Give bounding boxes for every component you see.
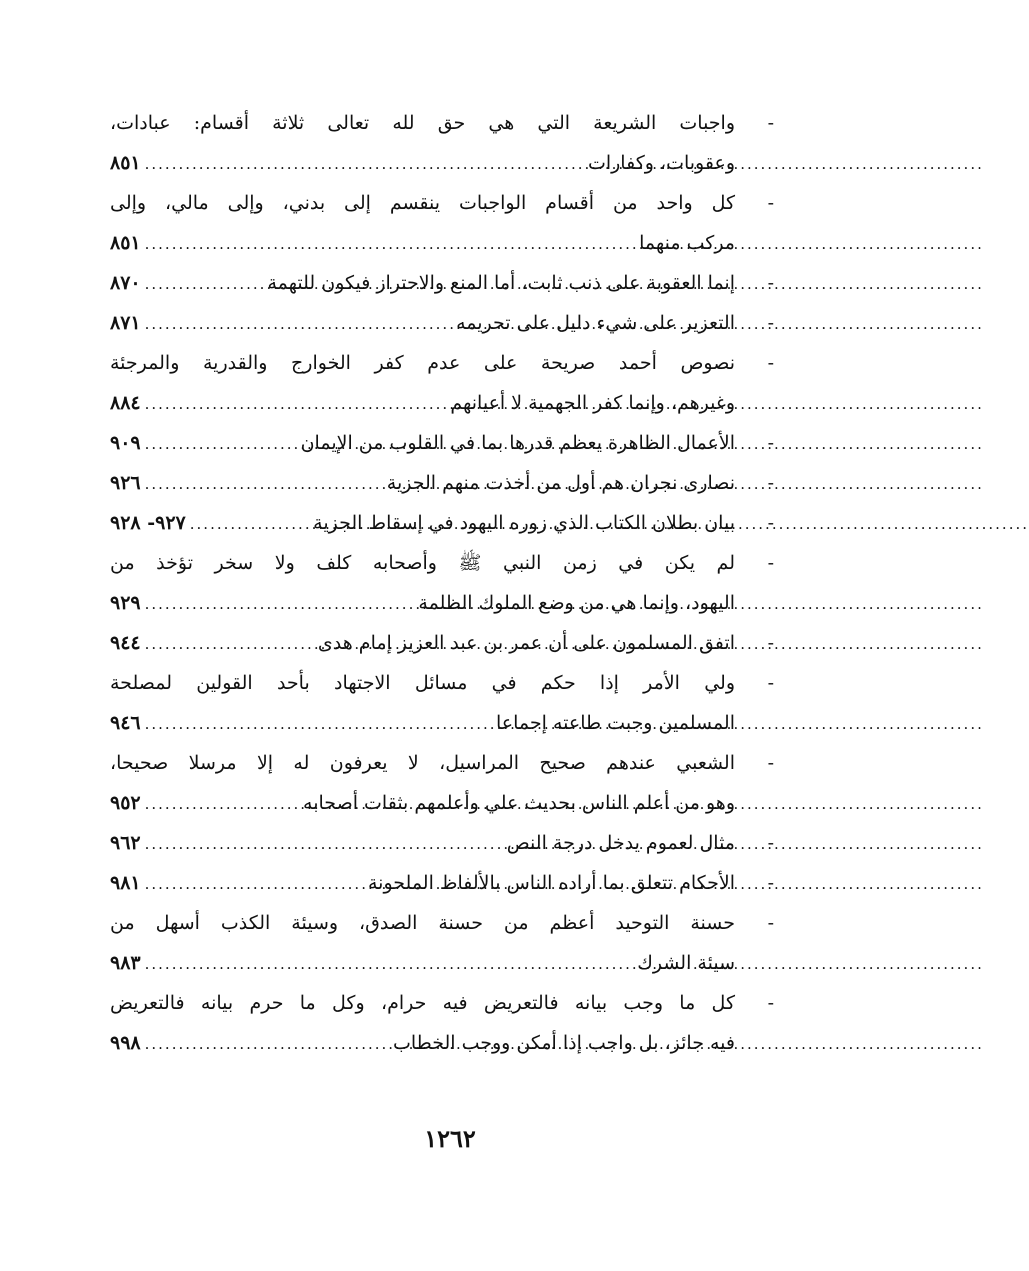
entry-last-line [110, 943, 735, 983]
entry-bullet-dash: - [767, 832, 774, 854]
entry-bullet-dash: - [767, 632, 774, 654]
entry-text: الأعمال الظاهرة يعظم قدرها بما في القلوب من الإيمان [300, 432, 735, 454]
entry-page-ref: ٩٥٢ [110, 792, 141, 814]
entry-text: نصارى نجران هم أول من أخذت منهم الجزية [386, 472, 735, 494]
entry-text: التعزير على شيء دليل على تحريمه [456, 312, 735, 334]
dot-leader [141, 224, 640, 264]
entry-bullet-dash: - [767, 672, 774, 694]
entry-text: مثال لعموم يدخل درجة النص [506, 832, 735, 854]
entry-last-line [110, 863, 735, 903]
entry-text-line: الشعبي عندهم صحيح المراسيل، لا يعرفون له إلا مرسلا صحيحا، [110, 752, 735, 774]
page-number: ١٢٦٢ [424, 1124, 476, 1153]
entry-last-line [110, 583, 735, 623]
entry-bullet-dash: - [767, 552, 774, 574]
dot-leader [141, 864, 368, 904]
entry-last-line [110, 303, 735, 343]
dot-leader [141, 824, 507, 864]
entry-text-line: نصوص أحمد صريحة على عدم كفر الخوارج والقدرية والمرجئة [110, 352, 735, 374]
entry-bullet-dash: - [767, 272, 774, 294]
entry-text: فيه جائز، بل واجب إذا أمكن ووجب الخطاب [392, 1032, 735, 1054]
index-entry [110, 183, 790, 263]
entry-bullet-dash: - [767, 872, 774, 894]
entry-text: المسلمين وجبت طاعته إجماعا [496, 712, 735, 734]
entry-bullet-dash: - [767, 192, 774, 214]
entry-page-ref: ٩٩٨ [110, 1032, 141, 1054]
dot-leader [141, 944, 638, 984]
entry-page-ref: ٩٦٢ [110, 832, 141, 854]
entry-bullet-dash: - [767, 912, 774, 934]
entry-last-line [110, 783, 735, 823]
entry-text-line: كل واحد من أقسام الواجبات ينقسم إلى بدني، وإلى مالي، وإلى [110, 192, 735, 214]
entry-text: وهو من أعلم الناس بحديث علي وأعلمهم بثقات أصحابه [303, 792, 735, 814]
entry-page-ref: ٩٢٦ [110, 472, 141, 494]
index-entry [110, 503, 790, 543]
index-entry [110, 823, 790, 863]
entry-last-line [110, 383, 735, 423]
entry-text: مركب منهما [639, 232, 735, 254]
index-entry [110, 303, 790, 343]
entry-text: اتفق المسلمون على أن عمر بن عبد العزيز إمام هدى [317, 632, 735, 654]
index-list [110, 103, 790, 1063]
entry-text: سيئة الشرك [637, 952, 735, 974]
index-entry [110, 663, 790, 743]
index-entry [110, 983, 790, 1063]
entry-page-ref: ٩٢٧- ٩٢٨ [110, 512, 186, 534]
entry-last-line [110, 223, 735, 263]
entry-last-line [110, 823, 735, 863]
entry-bullet-dash: - [767, 992, 774, 1014]
entry-page-ref: ٩٤٤ [110, 632, 141, 654]
dot-leader [141, 784, 303, 824]
entry-bullet-dash: - [767, 112, 774, 134]
index-entry [110, 423, 790, 463]
dot-leader [186, 504, 313, 544]
entry-text-line: حسنة التوحيد أعظم من حسنة الصدق، وسيئة الكذب أسهل من [110, 912, 735, 934]
index-entry [110, 343, 790, 423]
entry-page-ref: ٨٨٤ [110, 392, 141, 414]
entry-bullet-dash: - [767, 352, 774, 374]
entry-text-line: ولي الأمر إذا حكم في مسائل الاجتهاد بأحد القولين لمصلحة [110, 672, 735, 694]
index-entry [110, 903, 790, 983]
entry-bullet-dash: - [767, 472, 774, 494]
dot-leader [141, 624, 318, 664]
entry-last-line [110, 703, 735, 743]
index-entry [110, 743, 790, 823]
entry-page-ref: ٩٨٣ [110, 952, 141, 974]
dot-leader [141, 304, 456, 344]
dot-leader [141, 424, 301, 464]
entry-text: بيان بطلان الكتاب الذي زوره اليهود في إسقاط الجزية [313, 512, 735, 534]
entry-last-line [110, 1023, 735, 1063]
dot-leader [141, 584, 419, 624]
dot-leader [141, 464, 387, 504]
entry-last-line [110, 263, 735, 303]
entry-text-line: واجبات الشريعة التي هي حق لله تعالى ثلاثة أقسام: عبادات، [110, 112, 735, 134]
entry-text: اليهود، وإنما هي من وضع الملوك الظلمة [418, 592, 735, 614]
index-entry [110, 543, 790, 623]
dot-leader [141, 384, 451, 424]
entry-last-line [110, 423, 735, 463]
entry-text: وغيرهم، وإنما كفر الجهمية لا أعيانهم [450, 392, 735, 414]
entry-last-line [110, 143, 735, 183]
dot-leader [141, 704, 496, 744]
index-entry [110, 263, 790, 303]
entry-page-ref: ٩٢٩ [110, 592, 141, 614]
entry-page-ref: ٩٤٦ [110, 712, 141, 734]
entry-text-line: كل ما وجب بيانه فالتعريض فيه حرام، وكل ما حرم بيانه فالتعريض [110, 992, 735, 1014]
entry-page-ref: ٩٨١ [110, 872, 141, 894]
dot-leader [141, 144, 588, 184]
entry-bullet-dash: - [767, 752, 774, 774]
entry-page-ref: ٩٠٩ [110, 432, 141, 454]
index-entry [110, 103, 790, 183]
entry-text: الأحكام تتعلق بما أراده الناس بالألفاظ الملحونة [367, 872, 735, 894]
entry-last-line [110, 623, 735, 663]
entry-page-ref: ٨٥١ [110, 232, 141, 254]
entry-bullet-dash: - [767, 512, 774, 534]
entry-page-ref: ٨٧٠ [110, 272, 141, 294]
entry-text-line: لم يكن في زمن النبي ﷺ وأصحابه كلف ولا سخر تؤخذ من [110, 552, 735, 574]
entry-bullet-dash: - [767, 432, 774, 454]
entry-last-line [110, 463, 735, 503]
entry-page-ref: ٨٧١ [110, 312, 141, 334]
index-entry [110, 623, 790, 663]
entry-page-ref: ٨٥١ [110, 152, 141, 174]
entry-text: إنما العقوبة على ذنب ثابت، أما المنع والاحتراز فيكون للتهمة [267, 272, 735, 294]
entry-bullet-dash: - [767, 312, 774, 334]
index-entry [110, 463, 790, 503]
entry-last-line [110, 503, 735, 543]
entry-text: وعقوبات، وكفارات [587, 152, 735, 174]
index-entry [110, 863, 790, 903]
dot-leader [141, 264, 268, 304]
dot-leader [141, 1024, 393, 1064]
